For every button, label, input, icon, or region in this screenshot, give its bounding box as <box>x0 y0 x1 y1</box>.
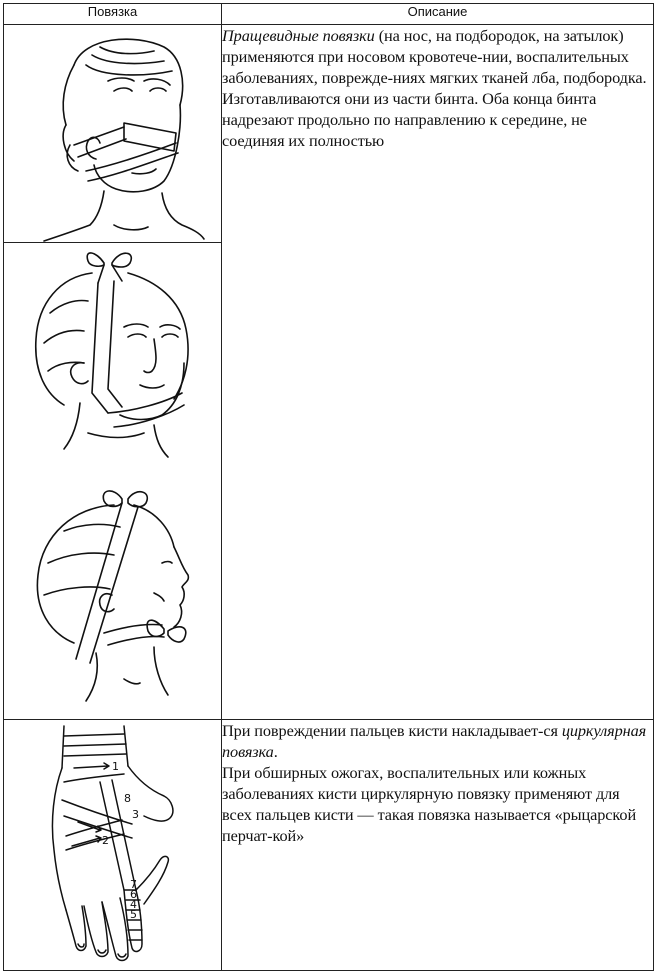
circular-finger-bandage-illustration <box>4 720 221 970</box>
bandage-turn-number: 3 <box>132 808 139 821</box>
description-text: (на нос, на подбородок, на затылок) применяются при носовом кровотече-нии, воспалительных заболеваниях, поврежде-ниях мягких тканей лба, подбородка. <box>222 26 647 87</box>
term-sling-bandages: Пращевидные повязки <box>222 26 375 45</box>
sling-bandage-chin-front-illustration <box>4 243 221 483</box>
sling-bandage-nose-illustration <box>4 25 221 242</box>
description-cell-sling <box>222 25 654 720</box>
description-paragraph: При обширных ожогах, воспалительных или кожных заболеваниях кисти циркулярную повязку применяют для всех пальцев кисти — такая повязка называется «рыцарской перчат-кой» <box>222 763 637 845</box>
bandage-turn-number: 5 <box>130 908 137 921</box>
description-cell-circular <box>222 720 654 971</box>
table-header-row <box>4 4 654 25</box>
illustration-cell-hand <box>4 720 222 971</box>
bandage-turn-number: 7 <box>130 878 137 891</box>
bandage-turn-number: 4 <box>130 898 137 911</box>
table-row <box>4 25 654 243</box>
sling-bandage-chin-side-illustration <box>4 483 221 719</box>
bandage-turn-number: 8 <box>124 792 131 805</box>
illustration-cell-nose <box>4 25 222 243</box>
table-row <box>4 720 654 971</box>
description-paragraph <box>222 25 653 88</box>
bandage-turn-number: 6 <box>130 888 137 901</box>
description-text: . <box>273 742 278 761</box>
description-text: При повреждении пальцев кисти накладывает-ся <box>222 721 562 740</box>
column-header-bandage: Повязка <box>4 4 222 25</box>
description-paragraph: Изготавливаются они из части бинта. Оба конца бинта надрезают продольно по направлению к середине, не соединяя их полностью <box>222 89 597 150</box>
description-paragraph <box>222 720 653 762</box>
bandage-table <box>3 3 654 971</box>
bandage-turn-number: 2 <box>102 834 109 847</box>
column-header-description: Описание <box>222 4 654 25</box>
term-circular-bandage: циркулярная повязка <box>222 721 647 761</box>
bandage-turn-number: 1 <box>112 760 119 773</box>
illustration-cell-chin <box>4 243 222 720</box>
